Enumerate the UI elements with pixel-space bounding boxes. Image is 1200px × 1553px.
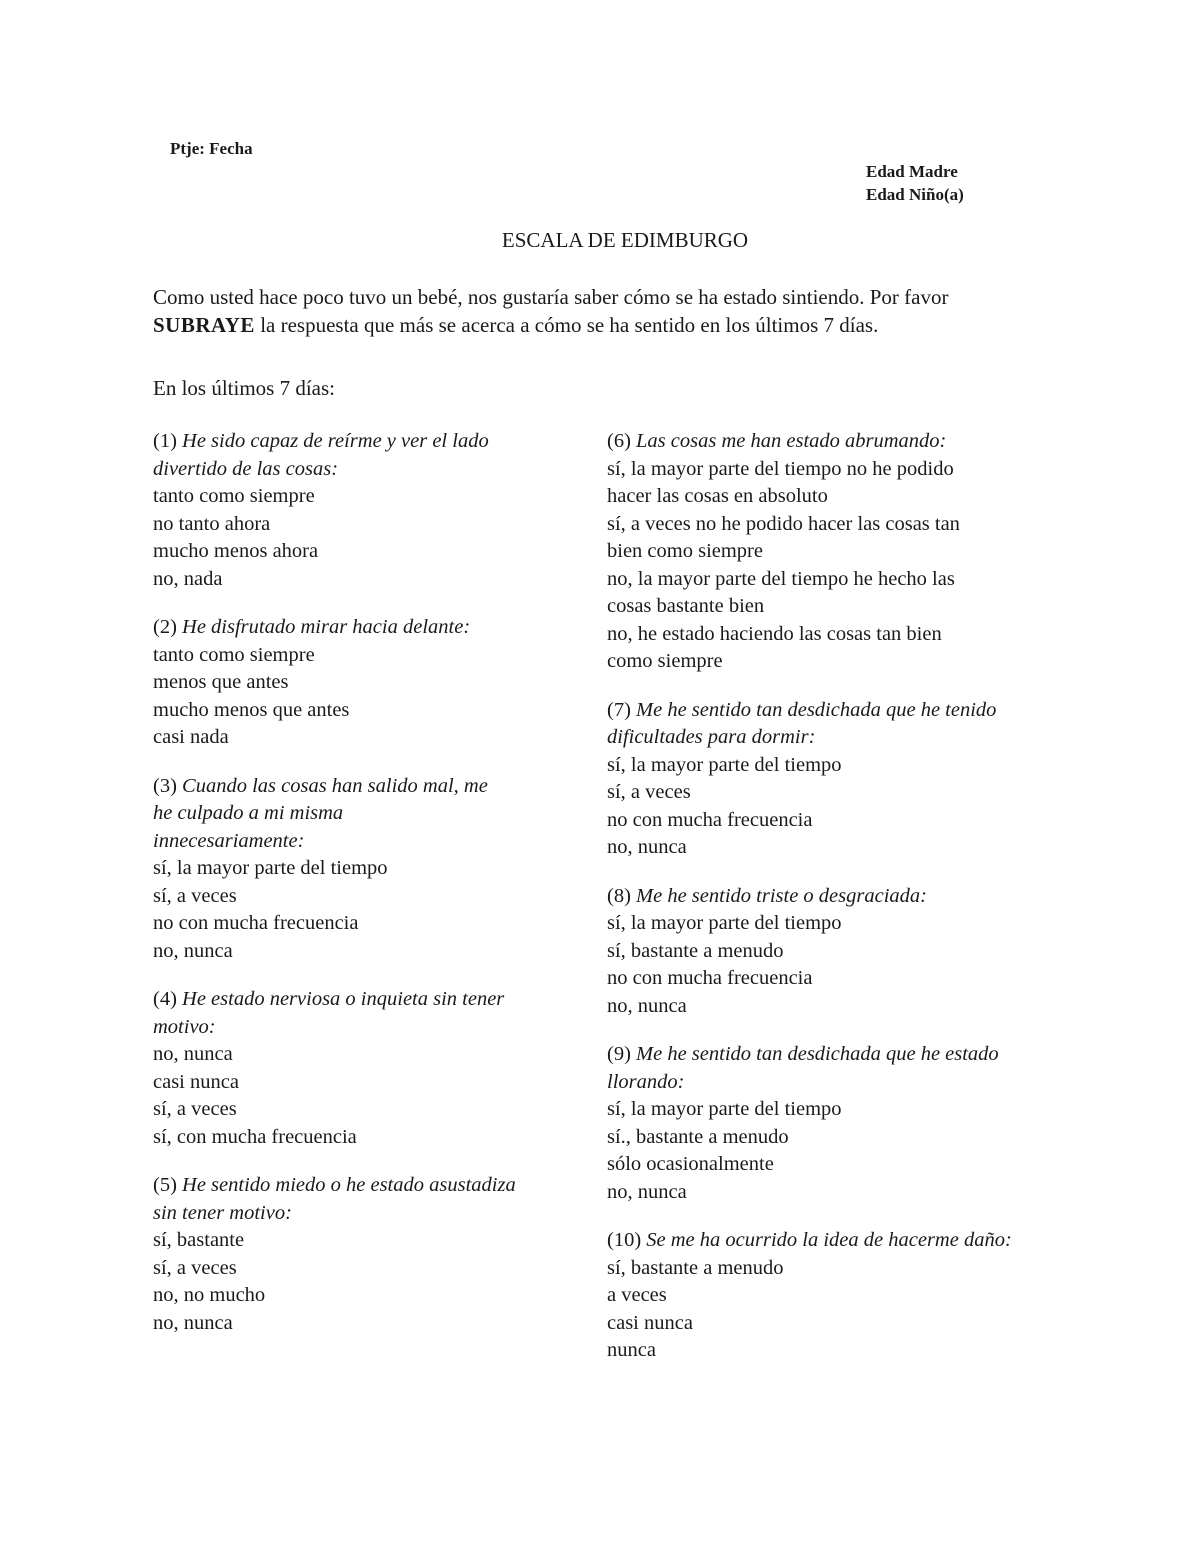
question-number: (9) (607, 1043, 631, 1065)
question-6 (607, 428, 1107, 676)
answer-option[interactable]: no, nunca (153, 939, 233, 962)
question-number: (1) (153, 430, 177, 452)
question-number: (5) (153, 1174, 177, 1196)
question-10 (607, 1227, 1107, 1365)
question-text-line (153, 456, 593, 484)
question-text: He estado nerviosa o inquieta sin tener (176, 988, 505, 1010)
question-text: He disfrutado mirar hacia delante: (176, 616, 471, 638)
answer-option[interactable]: bien como siempre (607, 540, 763, 562)
answer-option[interactable]: mucho menos ahora (153, 540, 319, 562)
answer-option[interactable]: mucho menos que antes (153, 698, 350, 721)
answer-option[interactable]: sí, con mucha frecuencia (153, 1125, 357, 1148)
answer-option[interactable]: como siempre (607, 650, 723, 672)
answer-option[interactable]: sí, bastante (153, 1229, 245, 1251)
question-text-line (153, 986, 593, 1014)
question-number: (7) (607, 698, 631, 721)
answer-option[interactable]: sí, a veces (153, 1256, 237, 1279)
question-text: he culpado a mi misma (153, 802, 344, 824)
child-age-label: Edad Niño(a) (866, 185, 964, 204)
answer-option[interactable]: no, nunca (607, 836, 687, 858)
answer-option[interactable]: sí, a veces (153, 1098, 237, 1120)
question-number: (3) (153, 774, 177, 797)
answer-option[interactable]: sí, a veces no he podido hacer las cosas tan (607, 512, 960, 535)
question-text-line (607, 1227, 1107, 1255)
document-title: ESCALA DE EDIMBURGO (501, 228, 749, 252)
intro-line-1: Como usted hace poco tuvo un bebé, nos gustaría saber cómo se ha estado sintiendo. Por favor (153, 285, 949, 309)
answer-option[interactable]: tanto como siempre (153, 643, 315, 666)
question-number: (4) (153, 988, 177, 1010)
answer-option[interactable]: tanto como siempre (153, 485, 315, 507)
answer-option[interactable]: cosas bastante bien (607, 595, 765, 617)
answer-option[interactable]: no, nunca (607, 1180, 687, 1203)
answer-option[interactable]: sí, la mayor parte del tiempo (153, 857, 388, 879)
answer-option[interactable]: no, no mucho (153, 1284, 266, 1306)
answer-option[interactable]: sí, a veces (607, 781, 691, 803)
answer-option[interactable]: no con mucha frecuencia (607, 967, 813, 989)
answer-option[interactable]: sí, la mayor parte del tiempo no he podido (607, 457, 954, 480)
answer-option[interactable]: sí, la mayor parte del tiempo (607, 912, 842, 934)
question-text: Me he sentido triste o desgraciada: (630, 884, 927, 907)
answer-option[interactable]: sólo ocasionalmente (607, 1153, 774, 1175)
question-1 (153, 428, 593, 593)
answer-option[interactable]: sí., bastante a menudo (607, 1125, 789, 1148)
question-number: (2) (153, 616, 177, 638)
question-2 (153, 614, 593, 752)
answer-option[interactable]: no tanto ahora (153, 512, 271, 535)
answer-option[interactable]: a veces (607, 1284, 667, 1306)
question-text: Me he sentido tan desdichada que he tenido (630, 698, 997, 721)
question-text: Me he sentido tan desdichada que he estado (630, 1043, 999, 1065)
answer-option[interactable]: casi nunca (153, 1070, 239, 1093)
question-text: llorando: (607, 1070, 685, 1093)
intro-line-2 (153, 311, 948, 339)
period-subheading: En los últimos 7 días: (153, 376, 336, 400)
question-text-line (153, 614, 593, 642)
question-text-line (153, 773, 593, 801)
question-text-line (153, 1014, 593, 1042)
question-text: He sentido miedo o he estado asustadiza (176, 1174, 516, 1196)
answer-option[interactable]: menos que antes (153, 671, 289, 693)
question-text-line (153, 1172, 593, 1200)
question-number: (6) (607, 430, 631, 452)
question-4 (153, 986, 593, 1151)
answer-option[interactable]: no, nunca (607, 994, 687, 1017)
answer-option[interactable]: no, he estado haciendo las cosas tan bien (607, 622, 942, 645)
answer-option[interactable]: no, nunca (153, 1043, 233, 1065)
question-text: innecesariamente: (153, 829, 305, 852)
question-text: Las cosas me han estado abrumando: (630, 430, 947, 452)
question-number: (10) (607, 1229, 642, 1251)
question-text: sin tener motivo: (153, 1201, 292, 1224)
intro-paragraph (153, 283, 948, 339)
question-number: (8) (607, 884, 631, 907)
answer-option[interactable]: nunca (607, 1339, 656, 1361)
question-8 (607, 883, 1107, 1021)
question-text-line (153, 828, 593, 856)
answer-option[interactable]: sí, bastante a menudo (607, 1256, 784, 1279)
question-text: He sido capaz de reírme y ver el lado (176, 430, 489, 452)
question-text: divertido de las cosas: (153, 457, 339, 480)
question-text-line (153, 800, 593, 828)
answer-option[interactable]: no, nada (153, 567, 223, 590)
score-date-label: Ptje: Fecha (170, 139, 253, 158)
answer-option[interactable]: no con mucha frecuencia (607, 808, 813, 831)
question-7 (607, 697, 1107, 862)
question-3 (153, 773, 593, 966)
answer-option[interactable]: sí, a veces (153, 884, 237, 907)
question-text: Cuando las cosas han salido mal, me (176, 774, 488, 797)
answer-option[interactable]: no, la mayor parte del tiempo he hecho las (607, 567, 955, 590)
question-5 (153, 1172, 593, 1337)
question-text: Se me ha ocurrido la idea de hacerme daño: (641, 1229, 1012, 1251)
questions-left-column (153, 428, 593, 1358)
question-text-line (607, 883, 1107, 911)
question-text-line (607, 1069, 1107, 1097)
mother-age-label: Edad Madre (866, 162, 958, 181)
question-text-line (153, 428, 593, 456)
answer-option[interactable]: sí, bastante a menudo (607, 939, 784, 962)
answer-option[interactable]: casi nada (153, 726, 229, 748)
question-text-line (153, 1200, 593, 1228)
answer-option[interactable]: no, nunca (153, 1311, 233, 1334)
question-text-line (607, 428, 1107, 456)
answer-option[interactable]: no con mucha frecuencia (153, 912, 359, 934)
answer-option[interactable]: sí, la mayor parte del tiempo (607, 753, 842, 776)
question-text-line (607, 1041, 1107, 1069)
intro-bold-word: SUBRAYE (153, 313, 255, 337)
answer-option[interactable]: hacer las cosas en absoluto (607, 485, 828, 507)
question-text: motivo: (153, 1015, 216, 1038)
question-text: dificultades para dormir: (607, 726, 816, 748)
answer-option[interactable]: sí, la mayor parte del tiempo (607, 1098, 842, 1120)
questions-right-column (607, 428, 1107, 1386)
question-9 (607, 1041, 1107, 1206)
question-text-line (607, 724, 1107, 752)
intro-line-2-rest: la respuesta que más se acerca a cómo se ha sentido en los últimos 7 días. (254, 313, 879, 337)
answer-option[interactable]: casi nunca (607, 1311, 693, 1334)
question-text-line (607, 697, 1107, 725)
